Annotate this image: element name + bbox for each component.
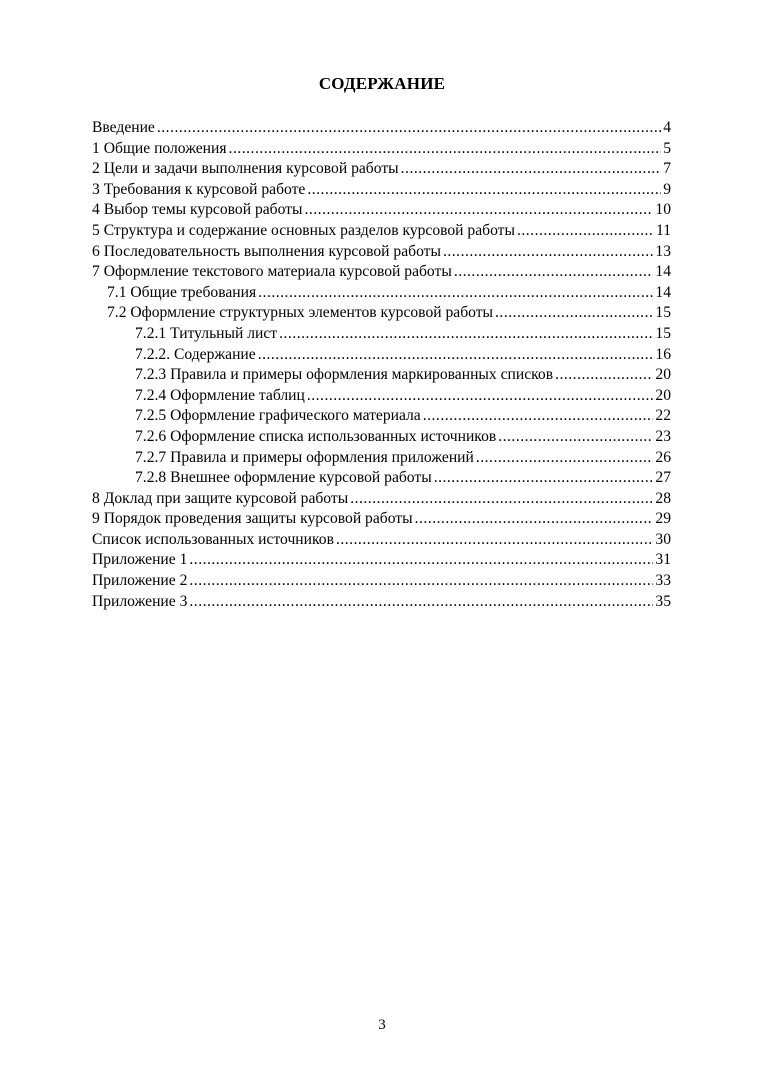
toc-dot-leader <box>258 345 654 366</box>
toc-entry-label: 7.1 Общие требования <box>107 283 257 301</box>
toc-entry-page: 29 <box>655 510 671 528</box>
toc-entry <box>92 242 671 263</box>
toc-entry <box>92 509 671 530</box>
toc-entry <box>92 427 671 448</box>
toc-entry-page: 15 <box>655 304 671 322</box>
toc-dot-leader <box>189 592 653 613</box>
toc-entry <box>92 345 671 366</box>
toc-entry-page: 23 <box>655 427 671 445</box>
toc-dot-leader <box>498 427 653 448</box>
toc-entry-page: 27 <box>655 469 671 487</box>
toc-dot-leader <box>454 262 654 283</box>
toc-entry-label: 1 Общие положения <box>92 139 227 157</box>
toc-entry <box>92 386 671 407</box>
toc-entry-label: 4 Выбор темы курсовой работы <box>92 201 303 219</box>
toc-dot-leader <box>189 550 653 571</box>
toc-entry-label: 8 Доклад при защите курсовой работы <box>92 489 349 507</box>
toc-entry-page: 11 <box>655 221 671 239</box>
toc-entry-page: 10 <box>655 201 671 219</box>
toc-entry-page: 14 <box>655 283 671 301</box>
toc-dot-leader <box>229 139 662 160</box>
table-of-contents <box>92 118 671 612</box>
toc-dot-leader <box>495 303 653 324</box>
toc-entry <box>92 592 671 613</box>
toc-entry-page: 9 <box>663 180 671 198</box>
toc-entry-label: 2 Цели и задачи выполнения курсовой работы <box>92 160 399 178</box>
toc-dot-leader <box>304 200 653 221</box>
toc-entry-page: 33 <box>655 572 671 590</box>
page-title: СОДЕРЖАНИЕ <box>318 74 446 93</box>
toc-entry-label: Введение <box>92 119 155 136</box>
toc-entry-page: 5 <box>663 139 671 157</box>
toc-entry <box>92 118 671 139</box>
toc-entry-label: Приложение 2 <box>92 572 188 590</box>
toc-entry-label: 7.2.1 Титульный лист <box>135 324 278 342</box>
toc-entry-page: 4 <box>663 119 671 136</box>
toc-entry <box>92 200 671 221</box>
toc-entry <box>92 221 671 242</box>
toc-entry-page: 20 <box>655 366 671 384</box>
toc-entry <box>92 303 671 324</box>
toc-entry-page: 7 <box>663 160 671 178</box>
toc-entry-page: 14 <box>655 263 671 281</box>
toc-entry <box>92 283 671 304</box>
toc-dot-leader <box>350 489 653 510</box>
toc-entry <box>92 324 671 345</box>
toc-entry-page: 35 <box>655 592 671 610</box>
toc-entry-page: 30 <box>655 530 671 548</box>
toc-entry <box>92 180 671 201</box>
toc-entry-page: 13 <box>655 242 671 260</box>
toc-entry <box>92 489 671 510</box>
toc-dot-leader <box>555 365 653 386</box>
toc-entry <box>92 262 671 283</box>
toc-entry-label: 7 Оформление текстового материала курсовой работы <box>92 263 452 281</box>
toc-dot-leader <box>307 386 654 407</box>
toc-dot-leader <box>423 406 654 427</box>
toc-entry-page: 20 <box>655 386 671 404</box>
toc-dot-leader <box>476 448 654 469</box>
toc-entry-page: 31 <box>655 551 671 569</box>
toc-dot-leader <box>415 509 654 530</box>
toc-entry-label: 6 Последовательность выполнения курсовой работы <box>92 242 441 260</box>
toc-dot-leader <box>517 221 654 242</box>
toc-entry <box>92 406 671 427</box>
toc-dot-leader <box>307 180 661 201</box>
toc-entry <box>92 365 671 386</box>
toc-entry-page: 26 <box>655 448 671 466</box>
toc-entry-label: Список использованных источников <box>92 530 334 548</box>
toc-entry <box>92 571 671 592</box>
toc-entry-label: 5 Структура и содержание основных разделов курсовой работы <box>92 221 515 239</box>
toc-entry-label: 7.2.3 Правила и примеры оформления маркированных списков <box>135 366 554 384</box>
toc-entry <box>92 530 671 551</box>
toc-entry <box>92 468 671 489</box>
toc-entry <box>92 159 671 180</box>
toc-entry-label: 7.2.5 Оформление графического материала <box>135 407 421 425</box>
toc-entry-page: 16 <box>655 345 671 363</box>
toc-dot-leader <box>189 571 653 592</box>
page-number: 3 <box>378 1017 386 1033</box>
toc-dot-leader <box>157 118 661 139</box>
toc-entry-page: 22 <box>655 407 671 425</box>
toc-entry-label: 7.2.8 Внешнее оформление курсовой работы <box>135 469 432 487</box>
toc-entry-page: 15 <box>655 324 671 342</box>
toc-entry-label: Приложение 1 <box>92 551 188 569</box>
toc-dot-leader <box>279 324 653 345</box>
toc-entry-label: 3 Требования к курсовой работе <box>92 180 306 198</box>
toc-entry-label: 7.2.7 Правила и примеры оформления приложений <box>135 448 474 466</box>
toc-entry-label: 7.2.2. Содержание <box>135 345 256 363</box>
toc-dot-leader <box>258 283 653 304</box>
toc-dot-leader <box>401 159 662 180</box>
toc-dot-leader <box>443 242 653 263</box>
toc-dot-leader <box>336 530 653 551</box>
toc-entry-label: 9 Порядок проведения защиты курсовой работы <box>92 510 413 528</box>
toc-dot-leader <box>434 468 654 489</box>
toc-entry-label: 7.2.6 Оформление списка использованных источников <box>135 427 497 445</box>
toc-entry-label: 7.2 Оформление структурных элементов курсовой работы <box>107 304 494 322</box>
toc-entry <box>92 448 671 469</box>
toc-entry-label: Приложение 3 <box>92 592 188 610</box>
toc-entry-label: 7.2.4 Оформление таблиц <box>135 386 305 404</box>
toc-entry <box>92 139 671 160</box>
toc-entry <box>92 550 671 571</box>
toc-entry-page: 28 <box>655 489 671 507</box>
